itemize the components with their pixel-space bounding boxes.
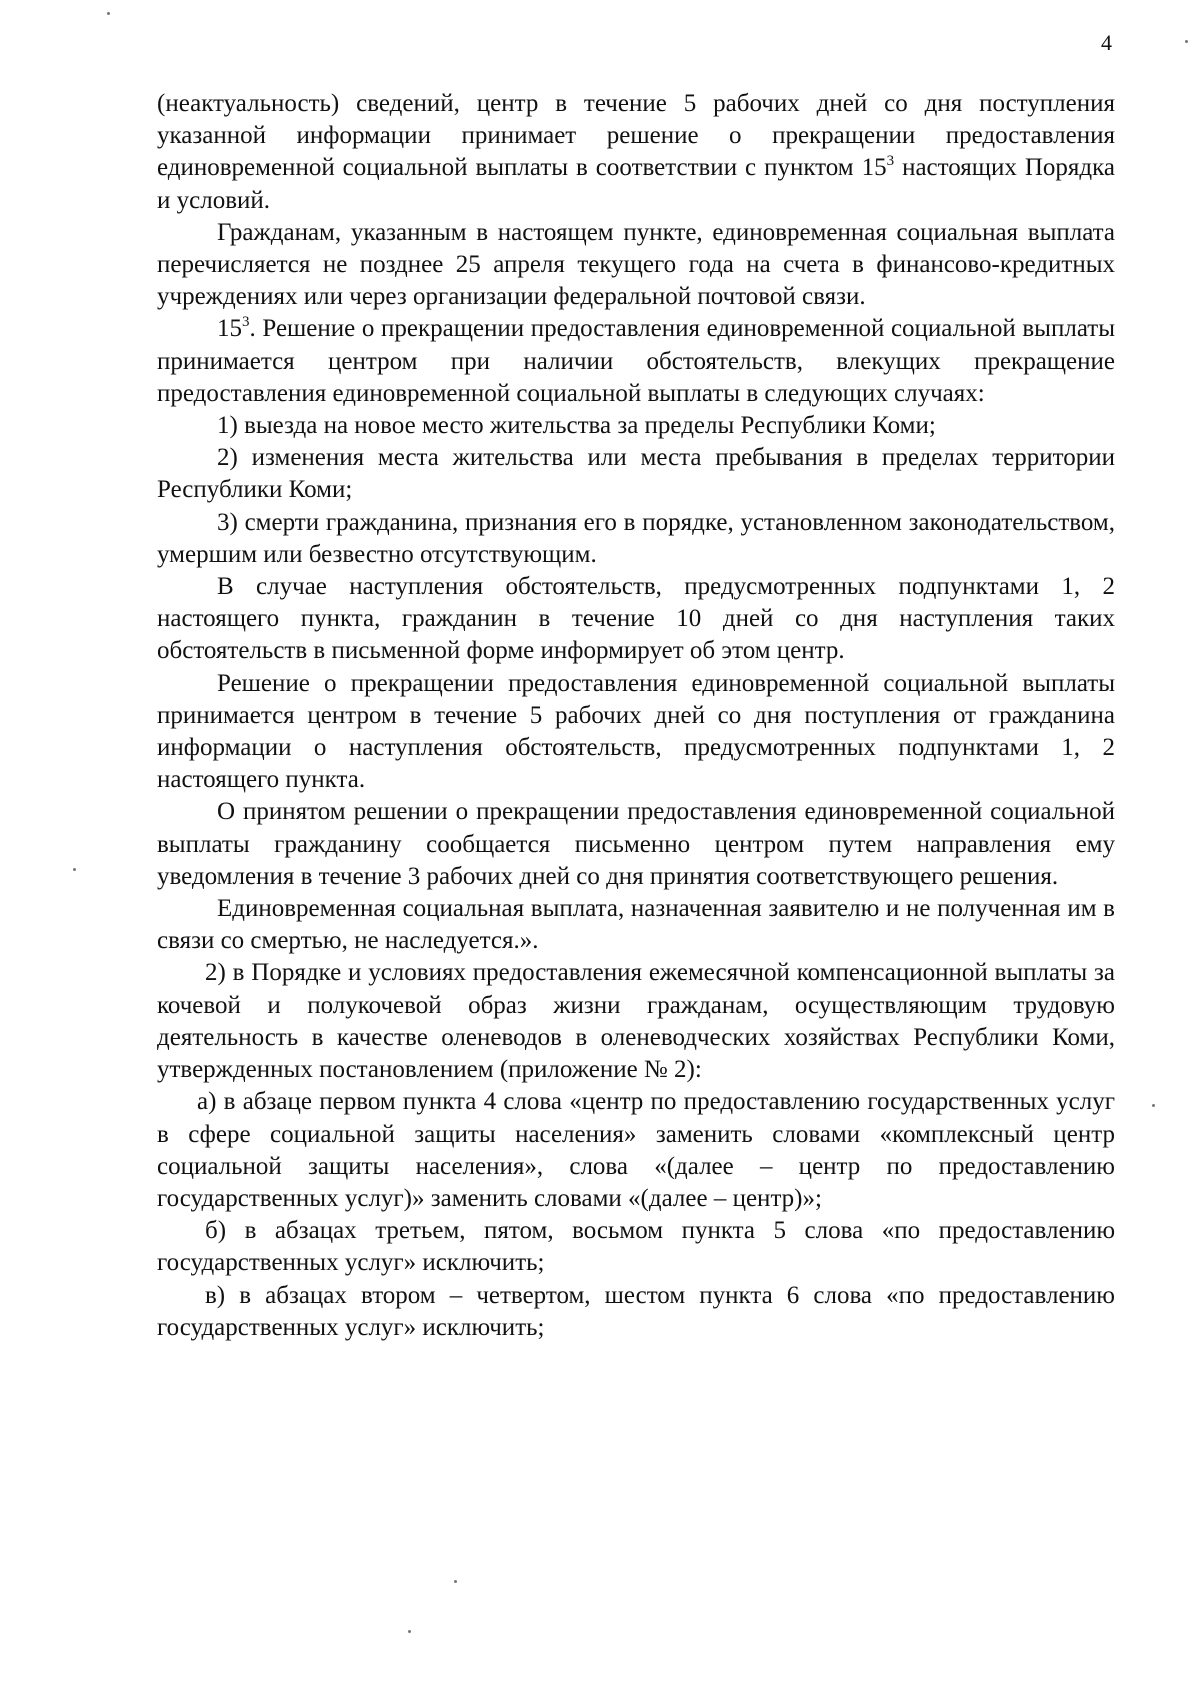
- paragraph-text: настоящих Порядка и условий.: [157, 154, 1115, 214]
- superscript: 3: [242, 314, 250, 331]
- paragraph-point-15-3: [157, 313, 1115, 410]
- scan-speck: [73, 868, 76, 871]
- scan-speck: [1185, 40, 1188, 43]
- paragraph-citizens-payment: Гражданам, указанным в настоящем пункте, единовременная социальная выплата перечисляется не позднее 25 апреля текущего года на счета в финансово-кредитных учреждениях или через организации федеральной почтовой связи.: [157, 218, 1115, 311]
- scan-speck: [107, 12, 110, 15]
- paragraph-amendment-2: 2) в Порядке и условиях предоставления ежемесячной компенсационной выплаты за кочевой и полукочевой образ жизни гражданам, осуществляющим трудовую деятельность в качестве оленеводов в оленеводческих хозяйствах Республики Коми, утвержденных постановлением (приложение № 2):: [157, 959, 1115, 1084]
- paragraph-decision: Решение о прекращении предоставления единовременной социальной выплаты принимается центром в течение 5 рабочих дней со дня поступления от гражданина информации о наступления обстоятельств, предусмотренных подпунктами 1, 2 настоящего пункта.: [157, 669, 1115, 794]
- scan-speck: [454, 1580, 457, 1583]
- paragraph-notification: О принятом решении о прекращении предоставления единовременной социальной выплаты гражданину сообщается письменно центром путем направления ему уведомления в течение 3 рабочих дней со дня принятия соответствующего решения.: [157, 798, 1115, 890]
- subitem-v: в) в абзацах втором – четвертом, шестом пункта 6 слова «по предоставлению государственных услуг» исключить;: [157, 1281, 1115, 1341]
- paragraph-text: . Решение о прекращении предоставления единовременной социальной выплаты принимается центром при наличии обстоятельств, влекущих прекращение предоставления единовременной социальной выплаты в следующих случаях:: [157, 315, 1115, 407]
- list-item-3: 3) смерти гражданина, признания его в порядке, установленном законодательством, умершим или безвестно отсутствующим.: [157, 508, 1115, 568]
- superscript: 3: [886, 153, 895, 170]
- scan-speck: [1152, 1104, 1155, 1107]
- paragraph-inheritance: Единовременная социальная выплата, назначенная заявителю и не полученная им в связи со смертью, не наследуется.».: [157, 895, 1115, 955]
- point-number: 15: [217, 315, 242, 343]
- paragraph-continuation: [157, 88, 1115, 217]
- list-item-2: 2) изменения места жительства или места пребывания в пределах территории Республики Коми;: [157, 444, 1115, 504]
- list-item-1: 1) выезда на новое место жительства за пределы Республики Коми;: [217, 412, 936, 440]
- subitem-b: б) в абзацах третьем, пятом, восьмом пункта 5 слова «по предоставлению государственных услуг» исключить;: [157, 1217, 1115, 1277]
- subitem-a: а) в абзаце первом пункта 4 слова «центр по предоставлению государственных услуг в сфере социальной защиты населения» заменить словами «комплексный центр социальной защиты населения», слова «(далее – центр по предоставлению государственных услуг)» заменить словами «(далее – центр)»;: [157, 1088, 1115, 1212]
- page-number: 4: [1101, 30, 1112, 55]
- scan-speck: [408, 1630, 411, 1633]
- document-body: [157, 88, 1115, 1344]
- paragraph-text: (неактуальность) сведений, центр в течение 5 рабочих дней со дня поступления указанной информации принимает решение о прекращении предоставления единовременной социальной выплаты в соответствии с пунктом 15: [157, 90, 1115, 182]
- paragraph-circumstances: В случае наступления обстоятельств, предусмотренных подпунктами 1, 2 настоящего пункта, гражданин в течение 10 дней со дня наступления таких обстоятельств в письменной форме информирует об этом центр.: [157, 573, 1115, 665]
